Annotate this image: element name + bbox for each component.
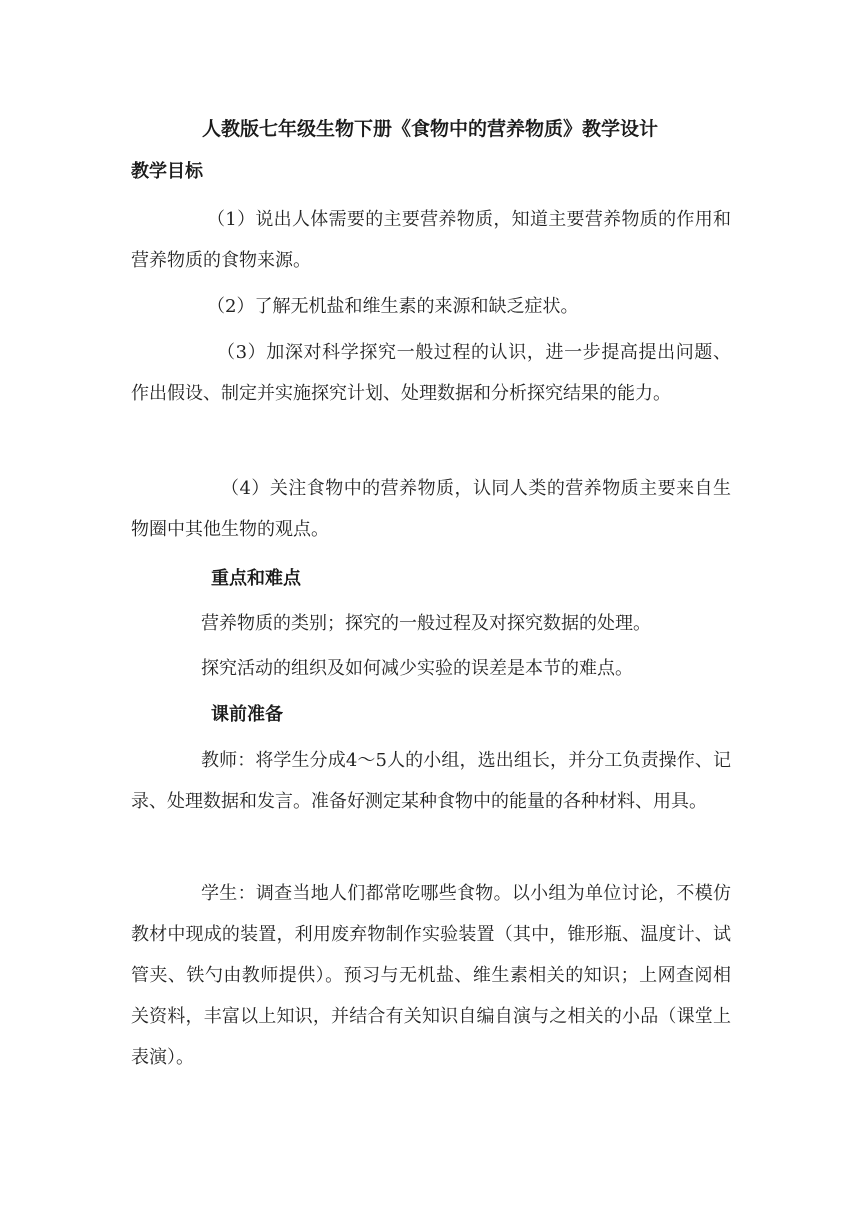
section-heading-preparation: 课前准备: [211, 704, 283, 725]
key-point-item-2: 探究活动的组织及如何减少实验的误差是本节的难点。: [201, 658, 633, 679]
objective-item-3: （3）加深对科学探究一般过程的认识，进一步提高提出问题、作出假设、制定并实施探究计划、处理数据和分析探究结果的能力。: [131, 342, 731, 404]
section-heading-key-points: 重点和难点: [211, 568, 301, 589]
document-title: 人教版七年级生物下册《食物中的营养物质》教学设计: [201, 118, 658, 140]
preparation-item-student: 学生：调查当地人们都常吃哪些食物。以小组为单位讨论，不模仿教材中现成的装置，利用废弃物制作实验装置（其中，锥形瓶、温度计、试管夹、铁勺由教师提供）。预习与无机盐、维生素相关的知识；上网查阅相关资料，丰富以上知识，并结合有关知识自编自演与之相关的小品（课堂上表演）。: [131, 883, 731, 1068]
objective-item-2: （2）了解无机盐和维生素的来源和缺乏症状。: [207, 296, 579, 317]
objective-item-1: （1）说出人体需要的主要营养物质，知道主要营养物质的作用和营养物质的食物来源。: [131, 209, 731, 271]
key-point-item-1: 营养物质的类别；探究的一般过程及对探究数据的处理。: [201, 613, 651, 634]
section-heading-objectives: 教学目标: [131, 161, 203, 182]
preparation-item-teacher: 教师：将学生分成4～5人的小组，选出组长，并分工负责操作、记录、处理数据和发言。准备好测定某种食物中的能量的各种材料、用具。: [131, 750, 731, 812]
objective-item-4: （4）关注食物中的营养物质，认同人类的营养物质主要来自生物圈中其他生物的观点。: [131, 478, 731, 540]
